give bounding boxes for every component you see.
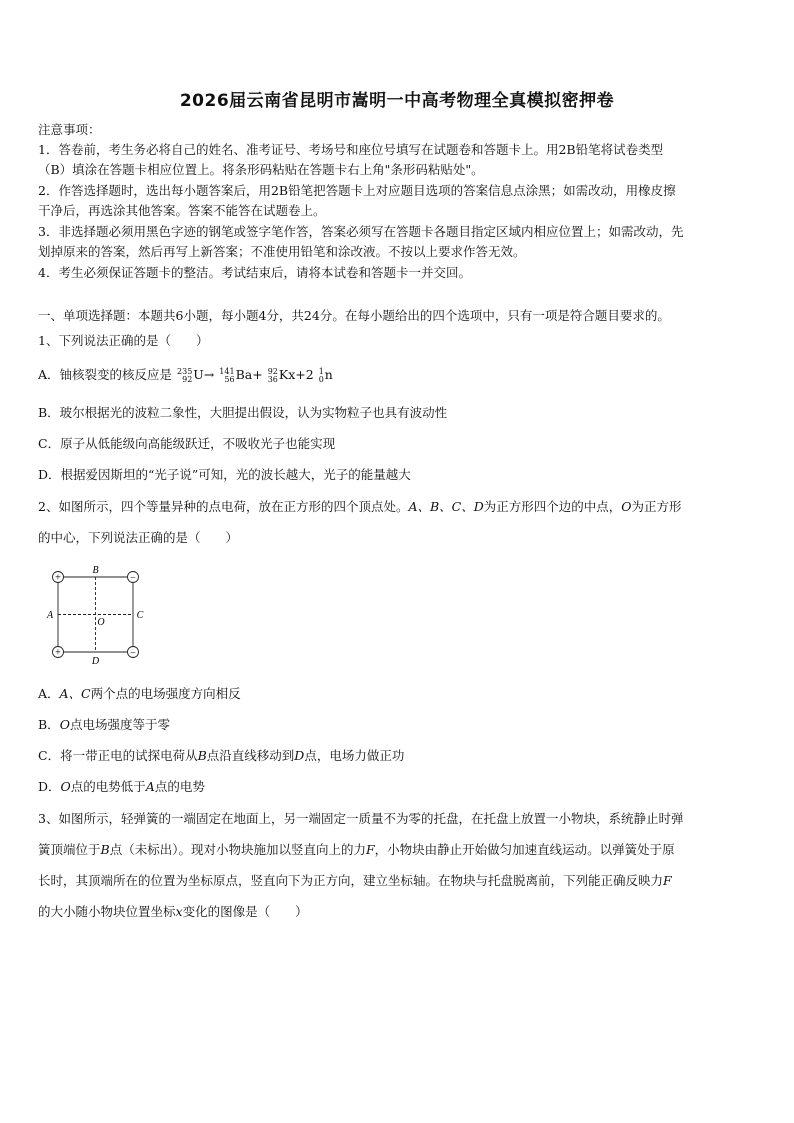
notice-line: 1．答卷前，考生务必将自己的姓名、准考证号、考场号和座位号填写在试题卷和答题卡上。用2B铅笔将试卷类型 bbox=[38, 142, 664, 157]
label-c: C bbox=[136, 610, 144, 621]
question-3-line2: 簧顶端位于B点（未标出）。现对小物块施加以竖直向上的力F，小物块由静止开始做匀加速直线运动。以弹簧处于原 bbox=[38, 842, 675, 857]
page-title: 2026届云南省昆明市嵩明一中高考物理全真模拟密押卷 bbox=[179, 91, 615, 111]
question-2-option-a: A．A、C两个点的电场强度方向相反 bbox=[38, 686, 241, 701]
charge-plus-top-left: + bbox=[55, 572, 61, 584]
nuclide-n: 1 0 bbox=[318, 366, 324, 384]
charge-square-figure bbox=[40, 562, 150, 668]
question-2-option-b: B．O点电场强度等于零 bbox=[38, 717, 170, 732]
question-2-option-d: D．O点的电势低于A点的电势 bbox=[38, 779, 205, 794]
charge-minus-bottom-right: − bbox=[130, 647, 136, 659]
notice-line: （B）填涂在答题卡相应位置上。将条形码粘贴在答题卡右上角"条形码粘贴处"。 bbox=[38, 162, 484, 177]
label-b: B bbox=[92, 565, 99, 576]
section-heading: 一、单项选择题：本题共6小题，每小题4分，共24分。在每小题给出的四个选项中，只有一项是符合题目要求的。 bbox=[38, 308, 670, 323]
question-1-option-b: B．玻尔根据光的波粒二象性，大胆提出假设，认为实物粒子也具有波动性 bbox=[38, 405, 448, 420]
notice-line: 干净后，再选涂其他答案。答案不能答在试题卷上。 bbox=[38, 203, 326, 218]
notice-line: 4．考生必须保证答题卡的整洁。考试结束后，请将本试卷和答题卡一并交回。 bbox=[38, 265, 471, 280]
question-3-line4: 的大小随小物块位置坐标x变化的图像是（ ） bbox=[38, 904, 308, 919]
question-1-option-c: C．原子从低能级向高能级跃迁，不吸收光子也能实现 bbox=[38, 436, 336, 451]
question-1-option-d: D．根据爱因斯坦的“光子说”可知，光的波长越大，光子的能量越大 bbox=[38, 467, 411, 482]
nuclide-ba: 141 56 bbox=[219, 366, 235, 384]
notice-line: 划掉原来的答案，然后再写上新答案；不准使用铅笔和涂改液。不按以上要求作答无效。 bbox=[38, 244, 526, 259]
nuclide-u: 235 92 bbox=[177, 366, 193, 384]
question-3-line3: 长时，其顶端所在的位置为坐标原点，竖直向下为正方向，建立坐标轴。在物块与托盘脱离前，下列能正确反映力F bbox=[38, 873, 672, 888]
charge-plus-bottom-left: + bbox=[55, 647, 61, 659]
notice-line: 3．非选择题必须用黑色字迹的钢笔或签字笔作答，答案必须写在答题卡各题目指定区域内相应位置上；如需改动，先 bbox=[38, 224, 684, 239]
question-2-stem-line2: 的中心，下列说法正确的是（ ） bbox=[38, 530, 239, 545]
label-o: O bbox=[97, 617, 105, 628]
question-2-option-c: C．将一带正电的试探电荷从B点沿直线移动到D点，电场力做正功 bbox=[38, 748, 405, 763]
question-2-stem-line1: 2、如图所示，四个等量异种的点电荷，放在正方形的四个顶点处。A、B、C、D为正方形四个边的中点，O为正方形 bbox=[38, 499, 682, 514]
option-a-text: A．铀核裂变的核反应是 bbox=[38, 367, 173, 382]
nuclide-kr: 92 36 bbox=[267, 366, 278, 384]
notice-line: 2．作答选择题时，选出每小题答案后，用2B铅笔把答题卡上对应题目选项的答案信息点涂黑；如需改动，用橡皮擦 bbox=[38, 183, 676, 198]
question-3-line1: 3、如图所示，轻弹簧的一端固定在地面上，另一端固定一质量不为零的托盘，在托盘上放置一小物块，系统静止时弹 bbox=[38, 811, 684, 826]
label-a: A bbox=[46, 610, 54, 621]
label-d: D bbox=[91, 656, 100, 667]
notice-heading: 注意事项： bbox=[38, 122, 101, 137]
charge-minus-top-right: − bbox=[130, 572, 136, 584]
question-1-option-a: A．铀核裂变的核反应是 235 92 U→ 141 56 Ba+ 92 36 Kx+2 1 0 n bbox=[38, 366, 333, 384]
question-1-stem: 1、下列说法正确的是（ ） bbox=[38, 333, 209, 348]
